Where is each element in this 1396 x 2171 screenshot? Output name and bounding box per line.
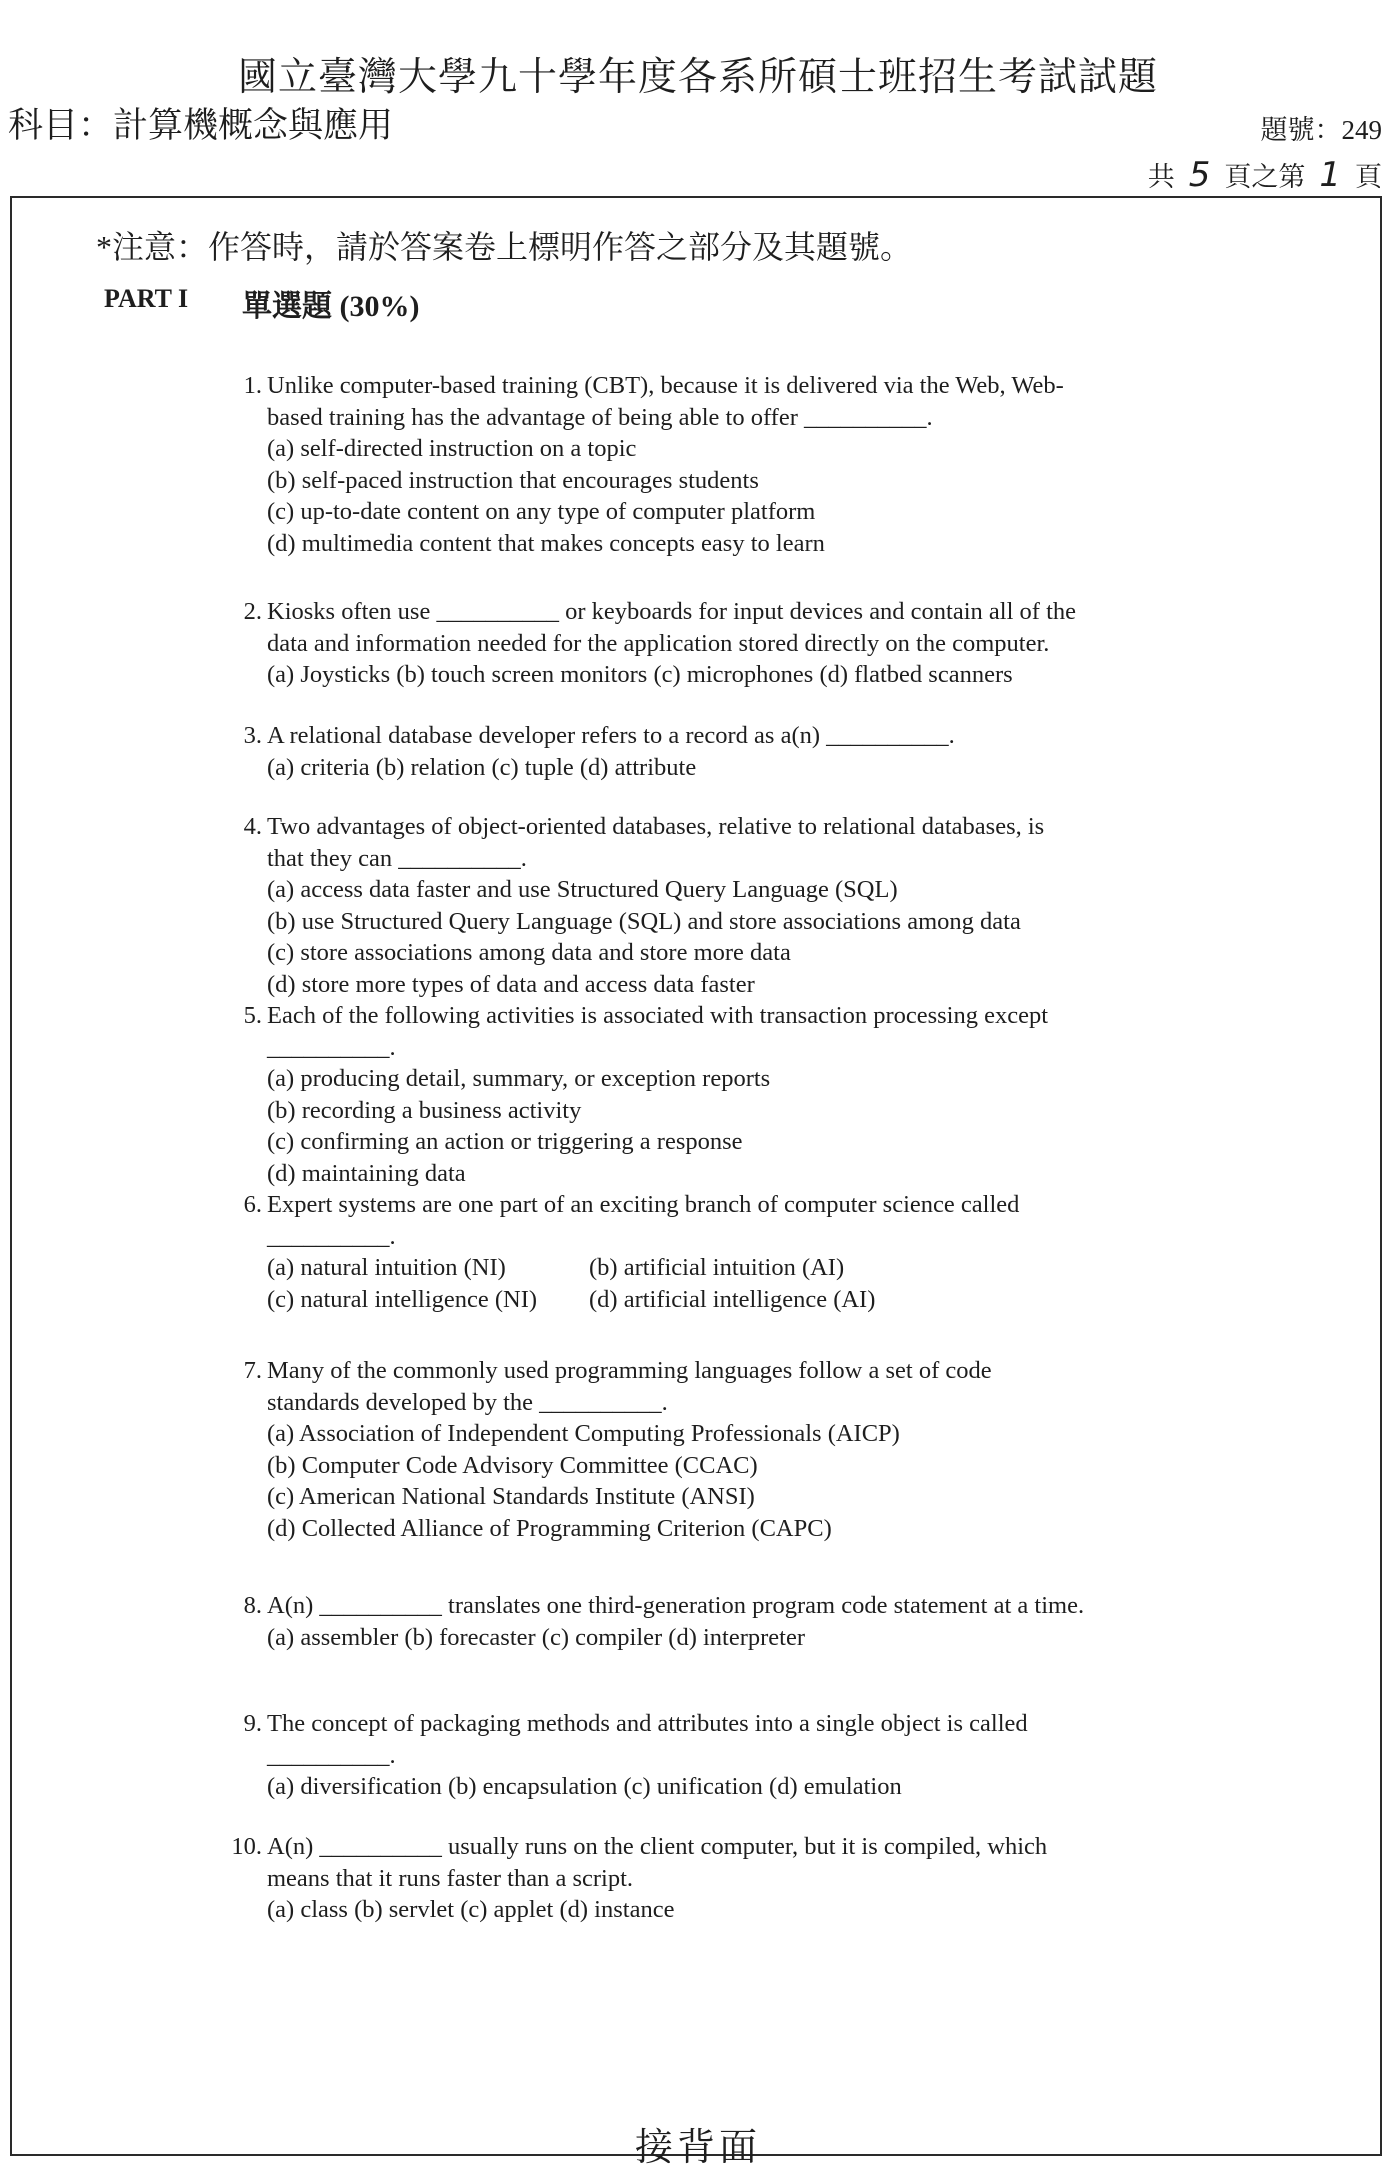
answer-option: (a) Joysticks (b) touch screen monitors (c) microphones (d) flatbed scanners <box>267 661 1013 688</box>
answer-option: (b) artificial intuition (AI) <box>589 1254 845 1281</box>
answer-option: (a) natural intuition (NI) <box>267 1254 506 1281</box>
question-stem-line: __________. <box>267 1741 396 1769</box>
notice-text: *注意：作答時，請於答案卷上標明作答之部分及其題號。 <box>96 229 913 265</box>
question-number: 7. <box>243 1357 262 1384</box>
answer-option: (d) store more types of data and access data faster <box>267 970 755 998</box>
question-stem-line: A relational database developer refers to a record as a(n) __________. <box>267 722 955 749</box>
answer-option: (d) multimedia content that makes concepts easy to learn <box>267 529 825 557</box>
question-number: 9. <box>243 1710 262 1737</box>
question-number: 4. <box>243 813 262 840</box>
question-number: 3. <box>243 722 262 749</box>
question-stem-line: standards developed by the __________. <box>267 1388 668 1416</box>
question-stem-line: Unlike computer-based training (CBT), because it is delivered via the Web, Web- <box>267 372 1064 399</box>
question-stem-line: __________. <box>267 1222 396 1250</box>
question-stem-line: that they can __________. <box>267 844 527 872</box>
answer-option: (b) use Structured Query Language (SQL) and store associations among data <box>267 907 1021 935</box>
answer-option: (a) producing detail, summary, or exception reports <box>267 1065 771 1092</box>
question-stem-line: Each of the following activities is associated with transaction processing except <box>267 1002 1049 1029</box>
question-item <box>220 1355 992 1544</box>
answer-option: (d) artificial intelligence (AI) <box>589 1285 876 1313</box>
page-prefix: 共 <box>1147 162 1175 192</box>
page-suffix: 頁 <box>1355 162 1382 192</box>
part-label: PART I <box>104 284 189 313</box>
question-item <box>220 1831 1047 1926</box>
question-item <box>220 811 1044 1000</box>
question-stem-line: Many of the commonly used programming languages follow a set of code <box>267 1357 992 1384</box>
answer-option: (b) Computer Code Advisory Committee (CCAC) <box>267 1451 758 1479</box>
question-number: 8. <box>243 1592 262 1619</box>
answer-option: (a) diversification (b) encapsulation (c) unification (d) emulation <box>267 1773 902 1800</box>
subject-label: 科目：計算機概念與應用 <box>8 106 394 145</box>
question-number: 1. <box>243 372 262 399</box>
answer-option-row <box>267 1284 1019 1316</box>
question-number: 10. <box>231 1833 262 1860</box>
answer-option: (a) class (b) servlet (c) applet (d) instance <box>267 1896 675 1923</box>
answer-option: (a) Association of Independent Computing Professionals (AICP) <box>267 1420 900 1447</box>
question-item <box>220 370 1064 559</box>
question-stem-line: A(n) __________ translates one third-generation program code statement at a time. <box>267 1592 1085 1619</box>
answer-option: (b) self-paced instruction that encourages students <box>267 466 759 494</box>
question-item <box>220 1708 1028 1803</box>
question-item <box>220 1590 1084 1653</box>
question-number: 2. <box>243 598 262 625</box>
question-stem-line: A(n) __________ usually runs on the client computer, but it is compiled, which <box>267 1833 1048 1860</box>
answer-option: (a) assembler (b) forecaster (c) compiler (d) interpreter <box>267 1623 806 1651</box>
question-stem-line: __________. <box>267 1033 396 1061</box>
answer-option: (a) access data faster and use Structured Query Language (SQL) <box>267 876 898 903</box>
answer-option: (a) self-directed instruction on a topic <box>267 435 637 462</box>
answer-option: (d) maintaining data <box>267 1159 466 1187</box>
question-stem-line: means that it runs faster than a script. <box>267 1864 634 1892</box>
question-stem-line: Expert systems are one part of an exciting branch of computer science called <box>267 1191 1020 1218</box>
page-count-label <box>1148 155 1382 195</box>
answer-option-row <box>267 1252 1019 1284</box>
answer-option: (c) natural intelligence (NI) <box>267 1285 538 1313</box>
exam-title: 國立臺灣大學九十學年度各系所碩士班招生考試試題 <box>237 56 1158 99</box>
answer-option: (c) up-to-date content on any type of computer platform <box>267 498 816 525</box>
page-total: 5 <box>1188 155 1211 195</box>
answer-option: (c) American National Standards Institute (ANSI) <box>267 1483 755 1510</box>
answer-option: (a) criteria (b) relation (c) tuple (d) attribute <box>267 753 697 781</box>
question-stem-line: data and information needed for the application stored directly on the computer. <box>267 629 1050 657</box>
question-number: 5. <box>243 1002 262 1029</box>
question-item <box>220 720 955 783</box>
page-current: 1 <box>1319 155 1341 195</box>
continue-overleaf-note: 接背面 <box>634 2127 761 2169</box>
answer-option: (c) confirming an action or triggering a response <box>267 1128 743 1155</box>
question-number-label: 題號：249 <box>1260 115 1382 145</box>
answer-option: (c) store associations among data and store more data <box>267 939 791 966</box>
question-item <box>220 596 1076 691</box>
question-item <box>220 1189 1019 1315</box>
question-stem-line: Two advantages of object-oriented databases, relative to relational databases, is <box>267 813 1045 840</box>
question-stem-line: Kiosks often use __________ or keyboards for input devices and contain all of the <box>267 598 1077 625</box>
answer-option: (b) recording a business activity <box>267 1096 582 1124</box>
question-stem-line: based training has the advantage of being able to offer __________. <box>267 403 933 431</box>
answer-option: (d) Collected Alliance of Programming Criterion (CAPC) <box>267 1514 832 1542</box>
question-item <box>220 1000 1048 1189</box>
part-title: 單選題 (30%) <box>242 290 420 323</box>
question-number: 6. <box>243 1191 262 1218</box>
page-middle: 頁之第 <box>1224 162 1306 192</box>
question-stem-line: The concept of packaging methods and attributes into a single object is called <box>267 1710 1028 1737</box>
